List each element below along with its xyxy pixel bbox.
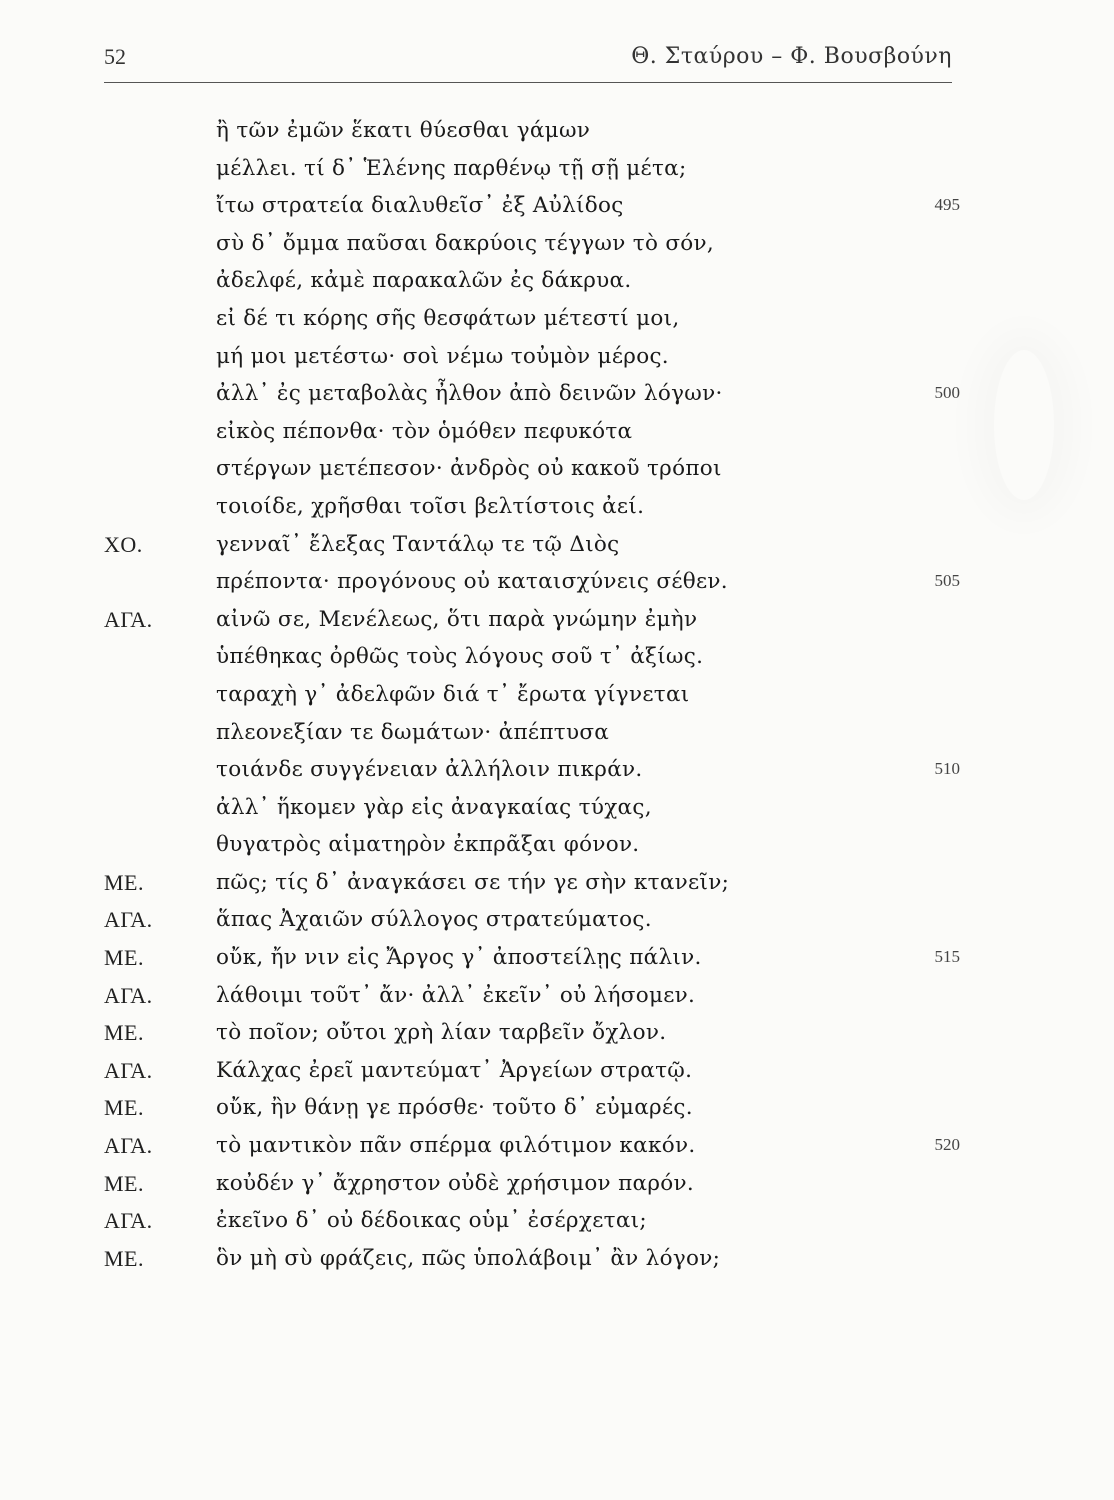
verse-line [104, 757, 964, 795]
verse-text: λάθοιμι τοῦτ᾽ ἄν· ἀλλ᾽ ἐκεῖν᾽ οὐ λήσομεν. [216, 982, 696, 1008]
verse-text: τοιάνδε συγγένειαν ἀλλήλοιν πικράν. [216, 757, 643, 783]
verse-text: πλεονεξίαν τε δωμάτων· ἀπέπτυσα [216, 719, 610, 745]
page-number: 52 [104, 44, 126, 69]
speaker-label: ΑΓΑ. [104, 907, 153, 933]
verse-line [104, 607, 964, 645]
verse-text: οὔκ, ἢν θάνῃ γε πρόσθε· τοῦτο δ᾽ εὐμαρές. [216, 1095, 693, 1121]
verse-line [104, 682, 964, 720]
speaker-label: ΜΕ. [104, 1020, 144, 1046]
speaker-label: ΑΓΑ. [104, 982, 153, 1008]
verse-line [104, 720, 964, 758]
speaker-label: ΜΕ. [104, 1170, 144, 1196]
verse-line [104, 193, 964, 231]
verse-line [104, 644, 964, 682]
verse-line [104, 832, 964, 870]
verse-text: ὑπέθηκας ὀρθῶς τοὺς λόγους σοῦ τ᾽ ἀξίως. [216, 644, 704, 670]
line-number: 495 [934, 195, 960, 215]
verse-block [104, 118, 964, 1283]
line-number: 510 [934, 759, 960, 779]
speaker-label: ΜΕ. [104, 1095, 144, 1121]
verse-line [104, 1171, 964, 1209]
verse-line [104, 1246, 964, 1284]
verse-text: μή μοι μετέστω· σοὶ νέμω τοὐμὸν μέρος. [216, 343, 669, 369]
verse-text: πῶς; τίς δ᾽ ἀναγκάσει σε τήν γε σὴν κτανεῖν; [216, 869, 730, 895]
speaker-label: ΑΓΑ. [104, 606, 153, 632]
verse-line [104, 907, 964, 945]
verse-line [104, 1058, 964, 1096]
verse-line [104, 1020, 964, 1058]
verse-line [104, 306, 964, 344]
header-rule [104, 82, 952, 83]
verse-line [104, 456, 964, 494]
verse-line [104, 1133, 964, 1171]
verse-text: τὸ ποῖον; οὔτοι χρὴ λίαν ταρβεῖν ὄχλον. [216, 1020, 667, 1046]
verse-line [104, 870, 964, 908]
speaker-label: ΜΕ. [104, 869, 144, 895]
speaker-label: ΑΓΑ. [104, 1133, 153, 1159]
bleed-through-shadow [994, 350, 1054, 500]
speaker-label: ΜΕ. [104, 945, 144, 971]
verse-text: γενναῖ᾽ ἔλεξας Ταντάλῳ τε τῷ Διὸς [216, 531, 620, 557]
line-number: 505 [934, 571, 960, 591]
verse-text: εἰ δέ τι κόρης σῆς θεσφάτων μέτεστί μοι, [216, 305, 680, 331]
verse-text: τοιοίδε, χρῆσθαι τοῖσι βελτίστοις ἀεί. [216, 493, 645, 519]
verse-line [104, 983, 964, 1021]
verse-line [104, 268, 964, 306]
verse-line [104, 381, 964, 419]
verse-text: θυγατρὸς αἱματηρὸν ἐκπρᾶξαι φόνον. [216, 832, 640, 858]
verse-line [104, 1208, 964, 1246]
verse-line [104, 156, 964, 194]
line-number: 520 [934, 1135, 960, 1155]
verse-line [104, 795, 964, 833]
verse-line [104, 494, 964, 532]
verse-text: τὸ μαντικὸν πᾶν σπέρμα φιλότιμον κακόν. [216, 1133, 696, 1159]
speaker-label: ΧΟ. [104, 531, 143, 557]
speaker-label: ΜΕ. [104, 1245, 144, 1271]
verse-line [104, 118, 964, 156]
verse-text: σὺ δ᾽ ὄμμα παῦσαι δακρύοις τέγγων τὸ σόν, [216, 230, 715, 256]
page-header [104, 44, 952, 78]
running-title: Θ. Σταύρου – Φ. Βουσβούνη [631, 44, 952, 69]
verse-text: κοὐδέν γ᾽ ἄχρηστον οὐδὲ χρήσιμον παρόν. [216, 1170, 695, 1196]
verse-text: ἢ τῶν ἐμῶν ἕκατι θύεσθαι γάμων [216, 118, 591, 143]
verse-text: μέλλει. τί δ᾽ Ἑλένης παρθένῳ τῇ σῇ μέτα; [216, 155, 687, 181]
verse-text: Κάλχας ἐρεῖ μαντεύματ᾽ Ἀργείων στρατῷ. [216, 1057, 693, 1083]
verse-text: εἰκὸς πέπονθα· τὸν ὁμόθεν πεφυκότα [216, 418, 633, 444]
verse-line [104, 532, 964, 570]
verse-text: ἅπας Ἀχαιῶν σύλλογος στρατεύματος. [216, 907, 652, 933]
speaker-label: ΑΓΑ. [104, 1208, 153, 1234]
verse-line [104, 231, 964, 269]
verse-text: ὃν μὴ σὺ φράζεις, πῶς ὑπολάβοιμ᾽ ἂν λόγον; [216, 1245, 721, 1271]
line-number: 515 [934, 947, 960, 967]
verse-line [104, 945, 964, 983]
verse-text: ἀδελφέ, κἀμὲ παρακαλῶν ἐς δάκρυα. [216, 268, 632, 294]
verse-text: ἴτω στρατεία διαλυθεῖσ᾽ ἐξ Αὐλίδος [216, 193, 624, 219]
speaker-label: ΑΓΑ. [104, 1057, 153, 1083]
verse-text: οὔκ, ἤν νιν εἰς Ἄργος γ᾽ ἀποστείλῃς πάλιν. [216, 945, 702, 971]
verse-line [104, 569, 964, 607]
verse-text: αἰνῶ σε, Μενέλεως, ὅτι παρὰ γνώμην ἐμὴν [216, 606, 698, 632]
verse-text: ἐκεῖνο δ᾽ οὐ δέδοικας οὑμ᾽ ἐσέρχεται; [216, 1208, 647, 1234]
verse-text: ἀλλ᾽ ἐς μεταβολὰς ἦλθον ἀπὸ δεινῶν λόγων· [216, 381, 723, 407]
line-number: 500 [934, 383, 960, 403]
verse-text: ἀλλ᾽ ἥκομεν γὰρ εἰς ἀναγκαίας τύχας, [216, 794, 652, 820]
verse-text: στέργων μετέπεσον· ἀνδρὸς οὐ κακοῦ τρόποι [216, 456, 722, 482]
verse-text: ταραχὴ γ᾽ ἀδελφῶν διά τ᾽ ἔρωτα γίγνεται [216, 681, 690, 707]
verse-line [104, 419, 964, 457]
verse-text: πρέποντα· προγόνους οὐ καταισχύνεις σέθεν. [216, 569, 728, 595]
verse-line [104, 344, 964, 382]
verse-line [104, 1095, 964, 1133]
